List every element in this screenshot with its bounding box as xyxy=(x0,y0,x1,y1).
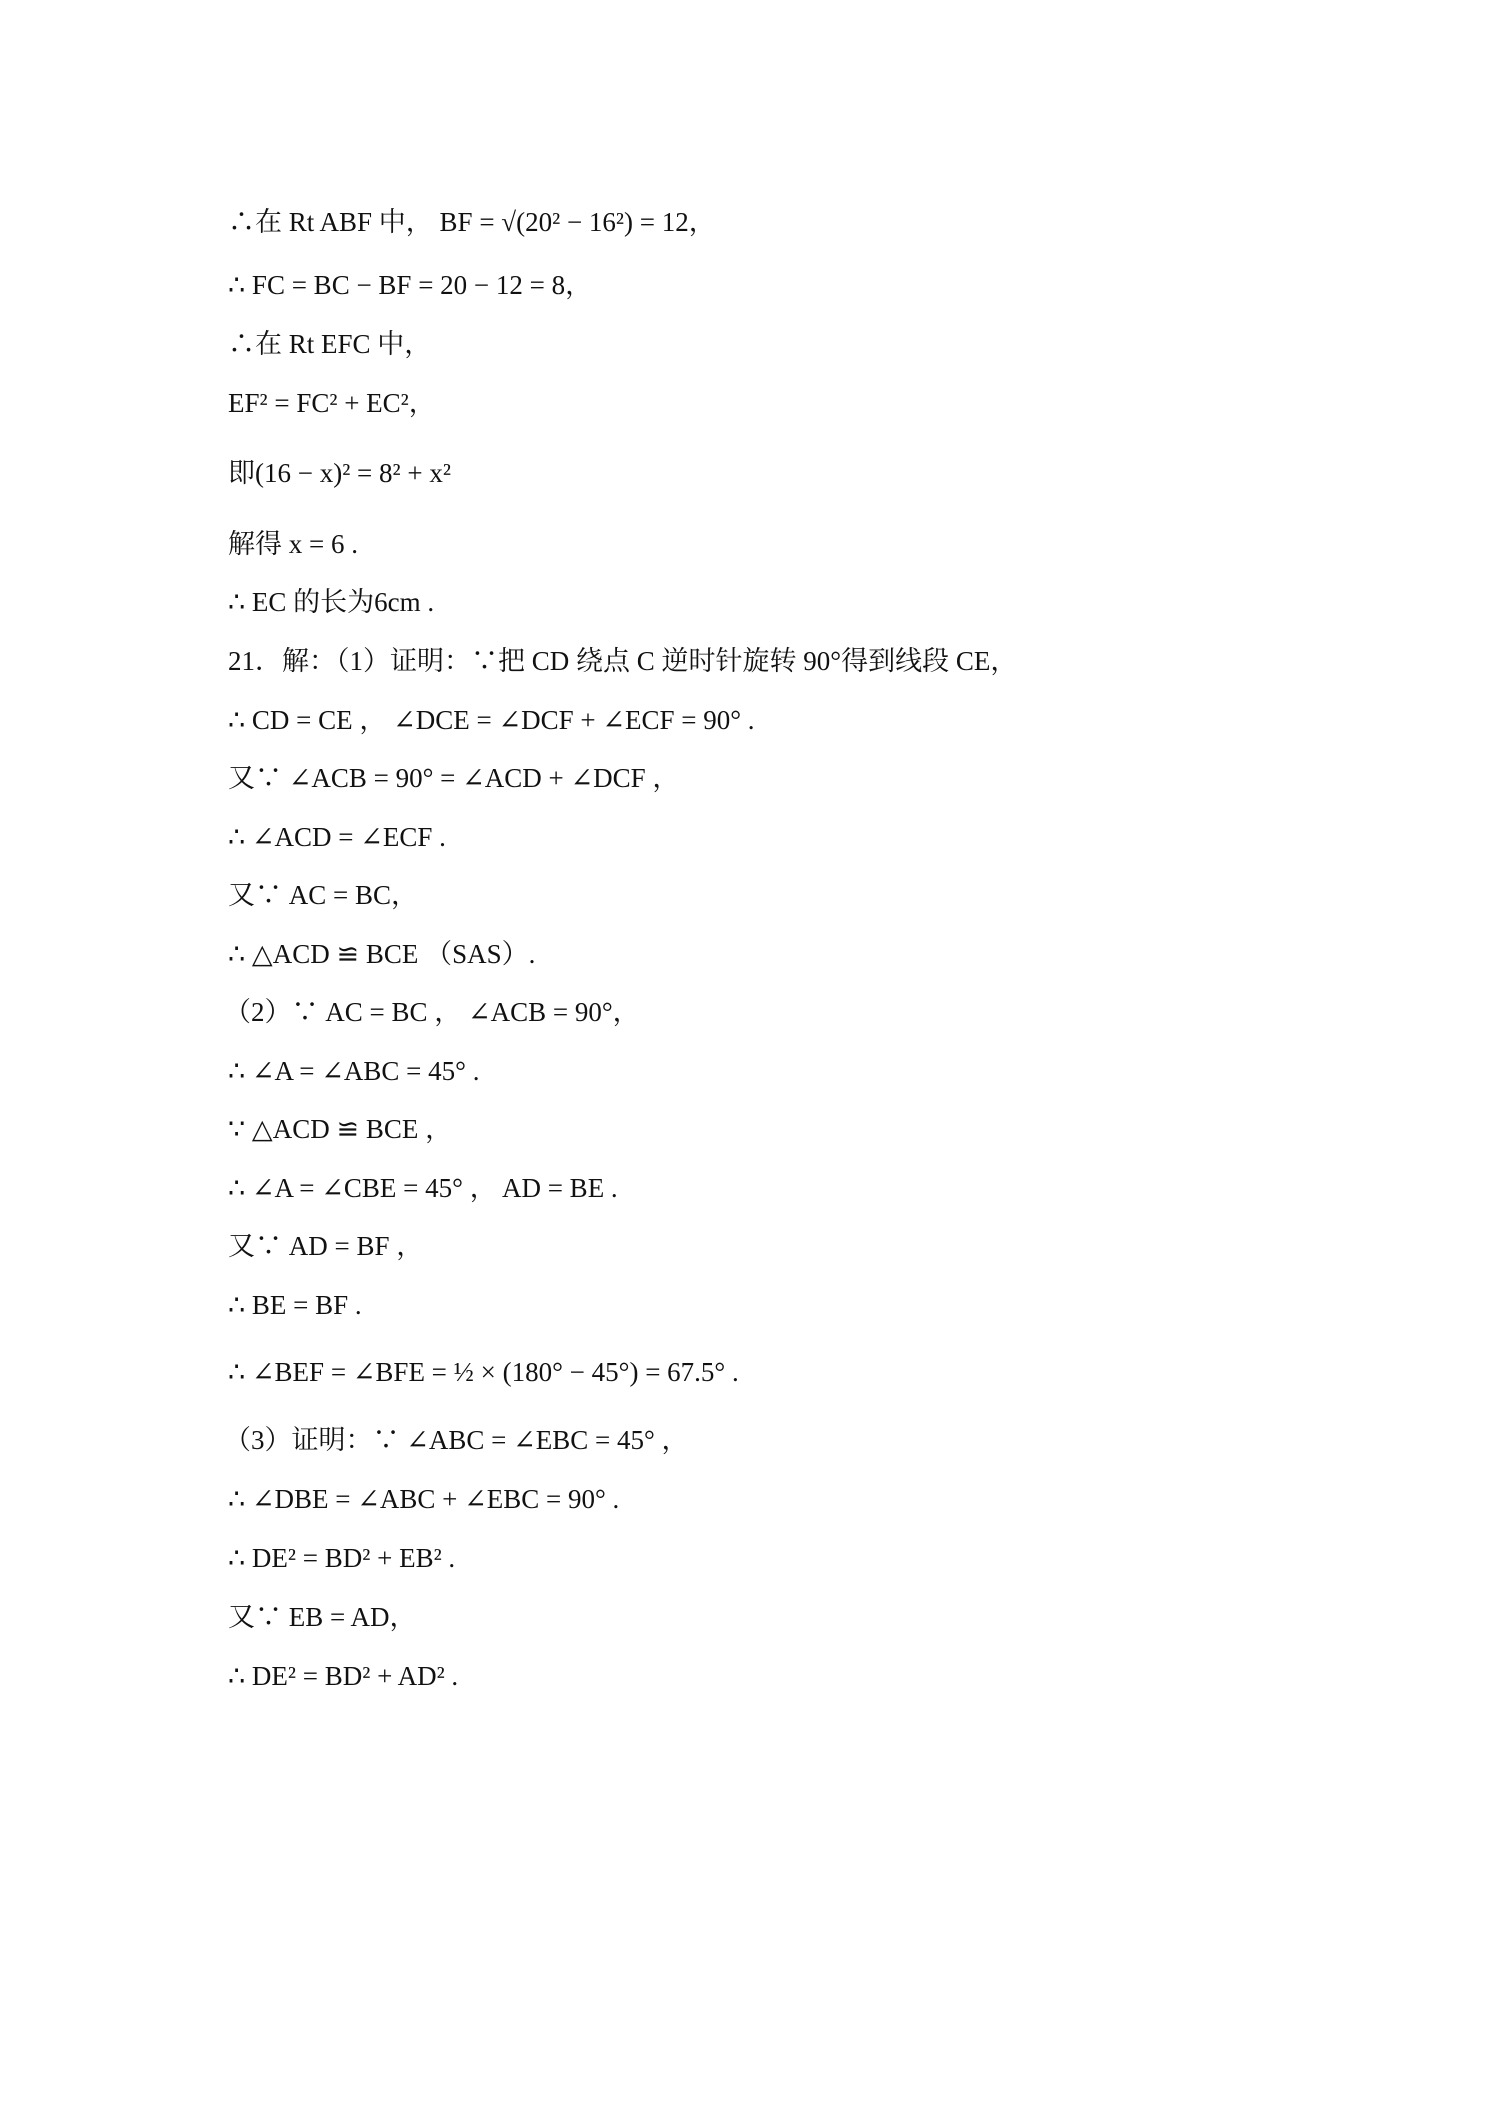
line-3: ∴在 Rt EFC 中， xyxy=(228,329,432,359)
line-23: ∴ DE² = BD² + EB² . xyxy=(228,1543,456,1573)
line-9: ∴ CD = CE ， ∠DCE = ∠DCF + ∠ECF = 90° . xyxy=(228,705,755,735)
line-12: 又∵ AC = BC， xyxy=(228,880,419,910)
line-16: ∵ △ACD ≌ BCE ， xyxy=(228,1114,453,1144)
line-15: ∴ ∠A = ∠ABC = 45° . xyxy=(228,1056,480,1086)
line-2: ∴ FC = BC − BF = 20 − 12 = 8， xyxy=(228,270,593,300)
line-6: 解得 x = 6 . xyxy=(228,529,358,559)
line-21-part-3: （3）证明：∵ ∠ABC = ∠EBC = 45° ， xyxy=(224,1425,689,1455)
line-7: ∴ EC 的长为6cm . xyxy=(228,587,435,617)
line-10: 又∵ ∠ACB = 90° = ∠ACD + ∠DCF ， xyxy=(228,763,680,793)
line-13: ∴ △ACD ≌ BCE （SAS）. xyxy=(228,939,536,969)
line-24: 又∵ EB = AD， xyxy=(228,1602,417,1632)
line-11: ∴ ∠ACD = ∠ECF . xyxy=(228,822,446,852)
line-22: ∴ ∠DBE = ∠ABC + ∠EBC = 90° . xyxy=(228,1484,620,1514)
line-14-part-2: （2）∵ AC = BC ， ∠ACB = 90°， xyxy=(224,997,640,1027)
line-8-problem-21: 21．解：（1）证明：∵把 CD 绕点 C 逆时针旋转 90°得到线段 CE， xyxy=(228,646,1018,676)
line-25: ∴ DE² = BD² + AD² . xyxy=(228,1661,459,1691)
line-1: ∴在 Rt ABF 中， BF = √(20² − 16²) = 12， xyxy=(228,207,716,237)
line-19: ∴ BE = BF . xyxy=(228,1290,362,1320)
line-5: 即(16 − x)² = 8² + x² xyxy=(228,458,451,488)
line-17: ∴ ∠A = ∠CBE = 45° ， AD = BE . xyxy=(228,1173,618,1203)
line-20: ∴ ∠BEF = ∠BFE = ½ × (180° − 45°) = 67.5° . xyxy=(228,1357,739,1387)
line-4: EF² = FC² + EC²， xyxy=(228,388,436,418)
line-18: 又∵ AD = BF ， xyxy=(228,1231,424,1261)
